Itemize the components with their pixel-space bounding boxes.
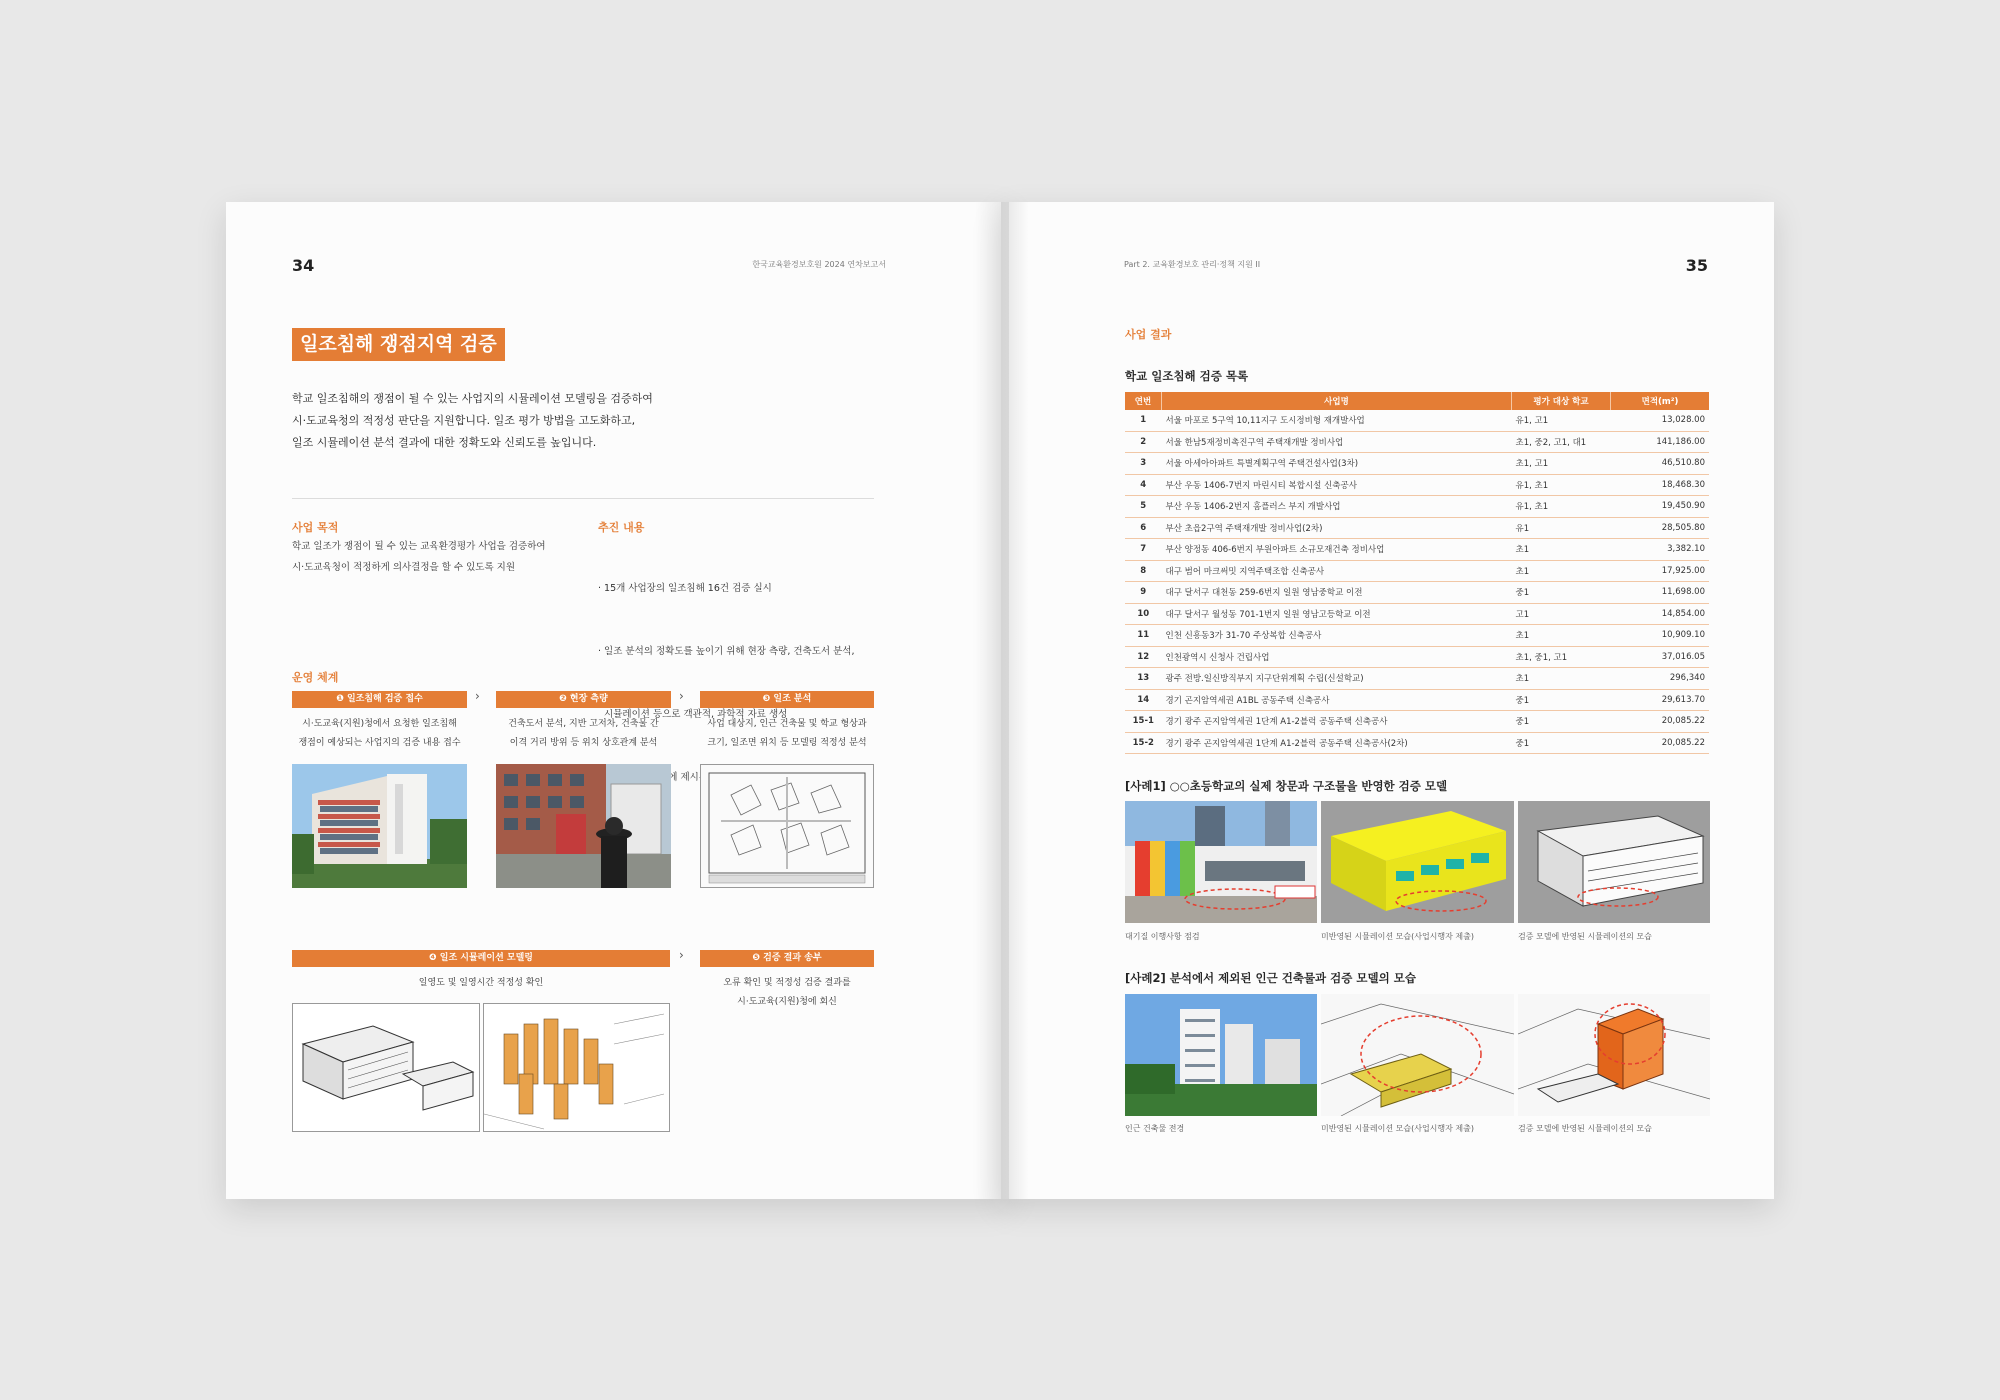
field-survey-photo — [496, 764, 671, 888]
table-row — [1125, 582, 1709, 604]
desc-line: 사업 대상지, 인근 건축물 및 학교 형상과 — [707, 719, 867, 729]
column-header: 면적(m²) — [1611, 392, 1710, 410]
table-cell-school: 중1 — [1512, 711, 1611, 733]
table-row — [1125, 410, 1709, 431]
table-cell-school: 초1 — [1512, 539, 1611, 561]
table-cell-name: 부산 우동 1406-2번지 홈플러스 부지 개발사업 — [1162, 496, 1512, 518]
running-head: 한국교육환경보호원 2024 연차보고서 — [752, 260, 886, 269]
project-table — [1125, 392, 1709, 754]
table-row — [1125, 496, 1709, 518]
table-cell-school: 고1 — [1512, 603, 1611, 625]
table-row — [1125, 689, 1709, 711]
table-cell-school: 유1, 초1 — [1512, 474, 1611, 496]
arrow-icon: › — [679, 948, 684, 962]
table-row — [1125, 431, 1709, 453]
table-cell-no: 11 — [1125, 625, 1162, 647]
table-cell-name: 서울 한남5재정비촉진구역 주택재개발 정비사업 — [1162, 431, 1512, 453]
case2-caption-3: 검증 모델에 반영된 시뮬레이션의 모습 — [1518, 1124, 1652, 1133]
table-cell-name: 대구 달서구 대천동 259-6번지 일원 영남중학교 이전 — [1162, 582, 1512, 604]
table-cell-area: 141,186.00 — [1611, 431, 1710, 453]
desc-line: 일영도 및 일영시간 적정성 확인 — [418, 978, 544, 988]
table-cell-area: 20,085.22 — [1611, 711, 1710, 733]
table-row — [1125, 625, 1709, 647]
table-cell-name: 인천광역시 신청사 건립사업 — [1162, 646, 1512, 668]
intro-line: 시·도교육청의 적정성 판단을 지원합니다. 일조 평가 방법을 고도화하고, — [292, 414, 636, 427]
case1-caption-1: 대기질 이행사항 점검 — [1125, 932, 1200, 941]
desc-line: 쟁점이 예상되는 사업지의 검증 내용 접수 — [298, 738, 461, 748]
step-4-bar: ❹ 일조 시뮬레이션 모델링 — [292, 950, 670, 967]
system-heading: 운영 체계 — [292, 671, 339, 684]
purpose-line: 학교 일조가 쟁점이 될 수 있는 교육환경평가 사업을 검증하여 — [292, 541, 546, 552]
case1-verified-simulation — [1518, 801, 1710, 923]
intro-line: 일조 시뮬레이션 분석 결과에 대한 정확도와 신뢰도를 높입니다. — [292, 436, 597, 449]
table-cell-name: 경기 광주 곤지암역세권 1단계 A1-2블럭 공동주택 신축공사 — [1162, 711, 1512, 733]
step-3-bar: ❸ 일조 분석 — [700, 691, 874, 708]
case1-submitted-simulation — [1321, 801, 1514, 923]
table-cell-no: 10 — [1125, 603, 1162, 625]
case2-title: [사례2] 분석에서 제외된 인근 건축물과 검증 모델의 모습 — [1125, 971, 1416, 985]
site-plan-drawing — [700, 764, 874, 888]
table-cell-no: 15-1 — [1125, 711, 1162, 733]
table-row — [1125, 711, 1709, 733]
table-cell-name: 인천 신흥동3가 31-70 주상복합 신축공사 — [1162, 625, 1512, 647]
table-cell-school: 유1, 초1 — [1512, 496, 1611, 518]
desc-line: 시·도교육(지원)청에서 요청한 일조침해 — [302, 719, 457, 729]
case1-title: [사례1] ○○초등학교의 실제 창문과 구조물을 반영한 검증 모델 — [1125, 779, 1448, 793]
table-cell-school: 초1 — [1512, 625, 1611, 647]
table-cell-no: 12 — [1125, 646, 1162, 668]
table-cell-school: 초1 — [1512, 668, 1611, 690]
table-cell-area: 11,698.00 — [1611, 582, 1710, 604]
progress-line: 시뮬레이션 등으로 객관적, 과학적 자료 생성 — [598, 709, 788, 720]
table-cell-area: 20,085.22 — [1611, 732, 1710, 754]
divider — [292, 498, 874, 499]
table-cell-area: 29,613.70 — [1611, 689, 1710, 711]
progress-line: · 15개 사업장의 일조침해 16건 검증 실시 — [598, 583, 772, 594]
case2-caption-1: 인근 건축물 전경 — [1125, 1124, 1185, 1133]
arrow-icon: › — [475, 689, 480, 703]
table-row — [1125, 646, 1709, 668]
running-head: Part 2. 교육환경보호 관리·정책 지원 II — [1124, 260, 1261, 269]
case1-caption-2: 미반영된 시뮬레이션 모습(사업시행자 제출) — [1321, 932, 1474, 941]
intro-line: 학교 일조침해의 쟁점이 될 수 있는 사업지의 시뮬레이션 모델링을 검증하여 — [292, 392, 653, 405]
table-cell-name: 서울 마포로 5구역 10,11지구 도시정비형 재개발사업 — [1162, 410, 1512, 431]
right-page — [1001, 202, 1774, 1199]
page-number: 35 — [1685, 256, 1708, 275]
step-3-desc — [700, 715, 874, 753]
arrow-icon: › — [679, 689, 684, 703]
table-cell-name: 서울 아세아아파트 특별계획구역 주택건설사업(3차) — [1162, 453, 1512, 475]
table-cell-area: 19,450.90 — [1611, 496, 1710, 518]
section-heading: 사업 결과 — [1125, 328, 1172, 341]
purpose-text — [292, 536, 592, 578]
table-row — [1125, 603, 1709, 625]
table-row — [1125, 539, 1709, 561]
desc-line: 이격 거리 방위 등 위치 상호관계 분석 — [509, 738, 658, 748]
desc-line: 건축도서 분석, 지반 고저차, 건축물 간 — [508, 719, 659, 729]
table-cell-school: 중1 — [1512, 582, 1611, 604]
city-simulation-drawing — [483, 1003, 670, 1132]
step-1-desc — [292, 715, 467, 753]
table-cell-area: 46,510.80 — [1611, 453, 1710, 475]
school-building-photo — [292, 764, 467, 888]
table-cell-area: 296,340 — [1611, 668, 1710, 690]
column-header: 사업명 — [1162, 392, 1512, 410]
table-cell-school: 초1, 중1, 고1 — [1512, 646, 1611, 668]
table-cell-school: 중1 — [1512, 689, 1611, 711]
building-model-drawing — [292, 1003, 480, 1132]
table-row — [1125, 668, 1709, 690]
progress-heading: 추진 내용 — [598, 521, 645, 534]
progress-line: 제시된 — [680, 772, 709, 783]
table-cell-name: 대구 범어 마크써밋 지역주택조합 신축공사 — [1162, 560, 1512, 582]
table-cell-school: 유1, 고1 — [1512, 410, 1611, 431]
desc-line: 시·도교육(지원)청에 회신 — [737, 997, 837, 1007]
table-cell-area: 3,382.10 — [1611, 539, 1710, 561]
purpose-line: 시·도교육청이 적정하게 의사결정을 할 수 있도록 지원 — [292, 562, 516, 573]
table-cell-school: 초1, 고1 — [1512, 453, 1611, 475]
table-cell-no: 4 — [1125, 474, 1162, 496]
desc-line: 크기, 일조면 위치 등 모델링 적정성 분석 — [707, 738, 867, 748]
table-cell-school: 유1 — [1512, 517, 1611, 539]
column-header: 연번 — [1125, 392, 1162, 410]
table-cell-no: 6 — [1125, 517, 1162, 539]
step-4-desc — [292, 974, 670, 993]
table-cell-no: 5 — [1125, 496, 1162, 518]
table-cell-name: 경기 곤지암역세권 A1BL 공동주택 신축공사 — [1162, 689, 1512, 711]
table-cell-name: 대구 달서구 월성동 701-1번지 일원 영남고등학교 이전 — [1162, 603, 1512, 625]
table-cell-area: 17,925.00 — [1611, 560, 1710, 582]
table-cell-area: 10,909.10 — [1611, 625, 1710, 647]
table-cell-no: 3 — [1125, 453, 1162, 475]
step-2-bar: ❷ 현장 측량 — [496, 691, 671, 708]
step-2-desc — [496, 715, 671, 753]
table-cell-area: 28,505.80 — [1611, 517, 1710, 539]
step-1-bar: ❶ 일조침해 검증 접수 — [292, 691, 467, 708]
step-5-bar: ❺ 검증 결과 송부 — [700, 950, 874, 967]
page-title: 일조침해 쟁점지역 검증 — [292, 328, 505, 361]
table-cell-no: 1 — [1125, 410, 1162, 431]
table-cell-name: 부산 초읍2구역 주택재개발 정비사업(2차) — [1162, 517, 1512, 539]
table-row — [1125, 453, 1709, 475]
left-page — [226, 202, 1009, 1199]
table-cell-school: 초1 — [1512, 560, 1611, 582]
table-cell-name: 부산 양정동 406-6번지 부원아파트 소규모재건축 정비사업 — [1162, 539, 1512, 561]
table-cell-name: 부산 우동 1406-7번지 마린시티 복합시설 신축공사 — [1162, 474, 1512, 496]
desc-line: 오류 확인 및 적정성 검증 결과를 — [723, 978, 851, 988]
page-number: 34 — [292, 256, 315, 275]
table-cell-school: 초1, 중2, 고1, 대1 — [1512, 431, 1611, 453]
table-cell-area: 18,468.30 — [1611, 474, 1710, 496]
table-cell-no: 7 — [1125, 539, 1162, 561]
table-cell-no: 2 — [1125, 431, 1162, 453]
table-cell-area: 13,028.00 — [1611, 410, 1710, 431]
table-cell-name: 광주 전방.일신방직부지 지구단위계획 수립(신설학교) — [1162, 668, 1512, 690]
case2-verified-simulation — [1518, 994, 1710, 1116]
case2-photo — [1125, 994, 1317, 1116]
table-row — [1125, 474, 1709, 496]
table-cell-no: 14 — [1125, 689, 1162, 711]
table-cell-no: 13 — [1125, 668, 1162, 690]
case2-submitted-simulation — [1321, 994, 1514, 1116]
table-cell-no: 15-2 — [1125, 732, 1162, 754]
column-header: 평가 대상 학교 — [1512, 392, 1611, 410]
table-cell-no: 8 — [1125, 560, 1162, 582]
table-title: 학교 일조침해 검증 목록 — [1125, 369, 1249, 383]
table-header-row — [1125, 392, 1709, 410]
step-5-desc — [700, 974, 874, 1012]
table-cell-no: 9 — [1125, 582, 1162, 604]
case1-photo — [1125, 801, 1317, 923]
table-cell-school: 중1 — [1512, 732, 1611, 754]
purpose-heading: 사업 목적 — [292, 521, 339, 534]
case2-caption-2: 미반영된 시뮬레이션 모습(사업시행자 제출) — [1321, 1124, 1474, 1133]
case1-caption-3: 검증 모델에 반영된 시뮬레이션의 모습 — [1518, 932, 1652, 941]
table-row — [1125, 560, 1709, 582]
table-cell-name: 경기 광주 곤지암역세권 1단계 A1-2블럭 공동주택 신축공사(2차) — [1162, 732, 1512, 754]
intro-text — [292, 388, 752, 454]
table-row — [1125, 732, 1709, 754]
table-cell-area: 37,016.05 — [1611, 646, 1710, 668]
table-cell-area: 14,854.00 — [1611, 603, 1710, 625]
progress-line: · 일조 분석의 정확도를 높이기 위해 현장 측량, 건축도서 분석, — [598, 646, 855, 657]
table-row — [1125, 517, 1709, 539]
